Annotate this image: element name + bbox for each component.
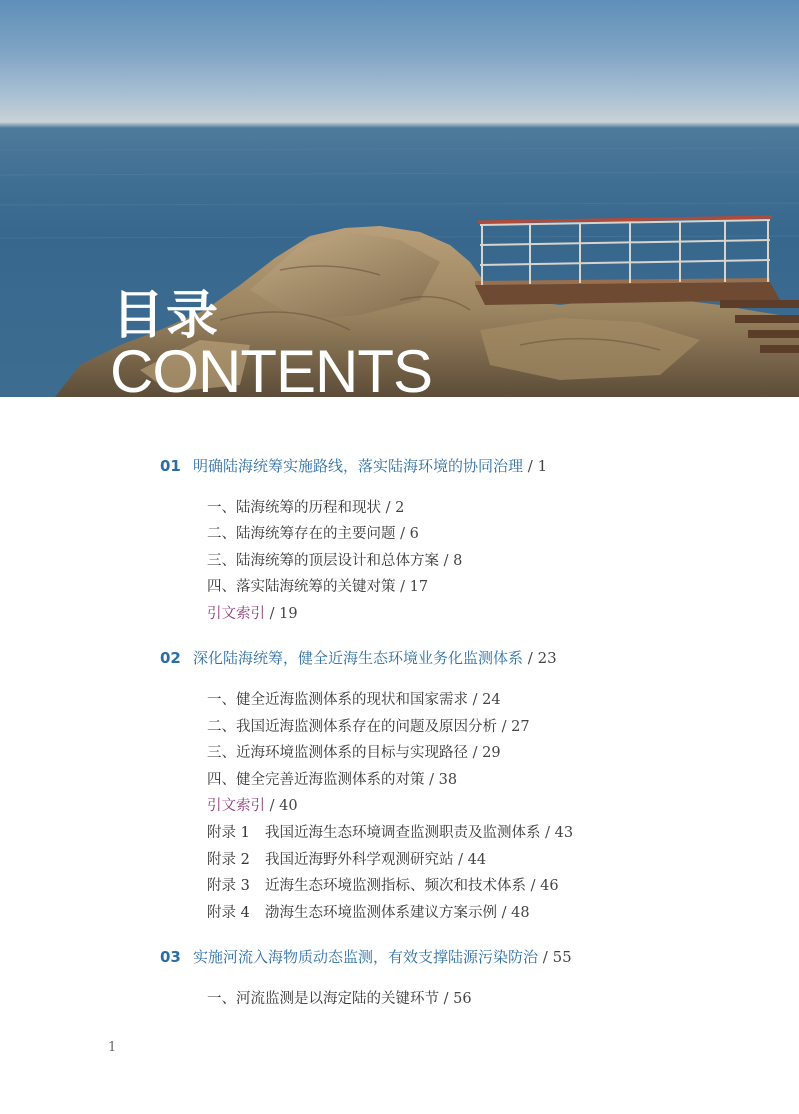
toc-chapter-02[interactable] xyxy=(160,645,557,671)
toc-chapter-01[interactable] xyxy=(160,453,547,479)
chapter-page: / 23 xyxy=(523,649,557,667)
entry-page: / 27 xyxy=(497,719,530,735)
appendix-label: 附录 4 xyxy=(207,905,250,921)
entry-page: / 43 xyxy=(540,825,574,841)
entry-page: / 8 xyxy=(439,553,463,569)
toc-entry-references[interactable] xyxy=(207,794,298,818)
chapter-number: 01 xyxy=(160,457,181,475)
entry-title: 三、陆海统筹的顶层设计和总体方案 xyxy=(207,553,439,569)
entry-title: 四、落实陆海统筹的关键对策 xyxy=(207,579,396,595)
entry-page: / 29 xyxy=(468,745,501,761)
toc-entry[interactable] xyxy=(207,741,501,765)
entry-title: 一、陆海统筹的历程和现状 xyxy=(207,500,381,516)
entry-page: / 19 xyxy=(265,606,298,622)
entry-title: 近海生态环境监测指标、频次和技术体系 xyxy=(265,878,526,894)
toc-entry-appendix[interactable] xyxy=(207,848,486,872)
entry-title: 我国近海野外科学观测研究站 xyxy=(265,852,454,868)
entry-page: / 56 xyxy=(439,991,472,1007)
appendix-label: 附录 1 xyxy=(207,825,250,841)
entry-page: / 46 xyxy=(526,878,559,894)
chapter-title: 明确陆海统筹实施路线，落实陆海环境的协同治理 xyxy=(193,457,524,475)
entry-page: / 38 xyxy=(424,772,458,788)
chapter-page: / 55 xyxy=(538,948,572,966)
entry-title: 二、陆海统筹存在的主要问题 xyxy=(207,526,396,542)
toc-entry[interactable] xyxy=(207,575,428,599)
entry-page: / 40 xyxy=(265,798,298,814)
chapter-title: 深化陆海统筹，健全近海生态环境业务化监测体系 xyxy=(193,649,524,667)
chapter-page: / 1 xyxy=(523,457,548,475)
entry-title: 我国近海生态环境调查监测职责及监测体系 xyxy=(265,825,541,841)
entry-page: / 24 xyxy=(468,692,501,708)
toc-entry[interactable] xyxy=(207,549,462,573)
toc-entry[interactable] xyxy=(207,715,530,739)
entry-page: / 48 xyxy=(497,905,530,921)
entry-page: / 17 xyxy=(395,579,429,595)
toc-entry-appendix[interactable] xyxy=(207,874,559,898)
appendix-label: 附录 3 xyxy=(207,878,250,894)
entry-title: 三、近海环境监测体系的目标与实现路径 xyxy=(207,745,468,761)
entry-title: 二、我国近海监测体系存在的问题及原因分析 xyxy=(207,719,497,735)
toc-chapter-03[interactable] xyxy=(160,944,572,970)
chapter-number: 02 xyxy=(160,649,181,667)
hero-photo xyxy=(0,0,799,397)
entry-page: / 44 xyxy=(453,852,487,868)
chapter-number: 03 xyxy=(160,948,181,966)
entry-title: 渤海生态环境监测体系建议方案示例 xyxy=(265,905,497,921)
entry-title: 一、河流监测是以海定陆的关键环节 xyxy=(207,991,439,1007)
chapter-title: 实施河流入海物质动态监测，有效支撑陆源污染防治 xyxy=(193,948,539,966)
toc-entry-appendix[interactable] xyxy=(207,901,530,925)
page-title-chinese: 目录 xyxy=(112,286,221,346)
entry-title: 引文索引 xyxy=(207,798,265,814)
entry-page: / 2 xyxy=(381,500,405,516)
toc-entry[interactable] xyxy=(207,987,472,1011)
entry-title: 一、健全近海监测体系的现状和国家需求 xyxy=(207,692,468,708)
toc-entry[interactable] xyxy=(207,768,457,792)
toc-entry[interactable] xyxy=(207,496,404,520)
entry-title: 四、健全完善近海监测体系的对策 xyxy=(207,772,425,788)
toc-entry[interactable] xyxy=(207,522,419,546)
entry-page: / 6 xyxy=(395,526,419,542)
toc-entry-references[interactable] xyxy=(207,602,298,626)
toc-entry-appendix[interactable] xyxy=(207,821,573,845)
toc-entry[interactable] xyxy=(207,688,501,712)
page-title-english: CONTENTS xyxy=(110,338,432,397)
appendix-label: 附录 2 xyxy=(207,852,250,868)
page-number: 1 xyxy=(108,1040,117,1055)
entry-title: 引文索引 xyxy=(207,606,265,622)
